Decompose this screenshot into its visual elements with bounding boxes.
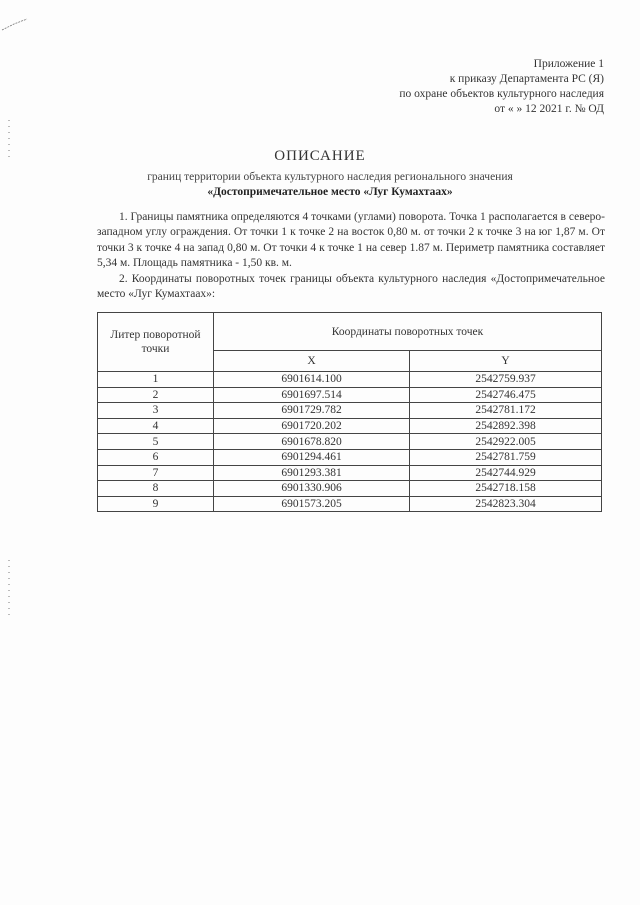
header-y: Y [410, 351, 602, 372]
subtitle-line: границ территории объекта культурного наследия регионального значения [147, 171, 513, 183]
scan-artifact [8, 560, 10, 620]
scan-stroke-mark [0, 18, 30, 32]
point-number-cell: 7 [98, 465, 214, 481]
subtitle-object-name: «Достопримечательное место «Луг Кумахтаах» [207, 186, 453, 198]
x-coordinate-cell: 6901294.461 [214, 449, 410, 465]
table-row [98, 418, 602, 434]
y-coordinate-cell: 2542892.398 [410, 418, 602, 434]
paragraph-text: 1. Границы памятника определяются 4 точками (углами) поворота. Точка 1 располагается в северо-западном углу ограждения. От точки 1 к точке 2 на восток 0,80 м. от точки 2 к точке 3 на юг 1,87 м. От точки 3 к точке 4 на запад 0,80 м. От точки 4 к точке 1 на север 1.87 м. Периметр памятника составляет 5,34 м. Площадь памятника - 1,50 кв. м. [97, 211, 605, 270]
appendix-line: к приказу Департамента РС (Я) [449, 73, 604, 85]
table-row [98, 403, 602, 419]
y-coordinate-cell: 2542759.937 [410, 372, 602, 388]
point-number-cell: 1 [98, 372, 214, 388]
x-coordinate-cell: 6901678.820 [214, 434, 410, 450]
x-coordinate-cell: 6901697.514 [214, 387, 410, 403]
appendix-line: по охране объектов культурного наследия [399, 88, 604, 100]
table-row [98, 434, 602, 450]
y-coordinate-cell: 2542746.475 [410, 387, 602, 403]
paragraph-coordinates-intro [97, 272, 605, 303]
x-coordinate-cell: 6901293.381 [214, 465, 410, 481]
y-coordinate-cell: 2542922.005 [410, 434, 602, 450]
header-coordinates: Координаты поворотных точек [214, 313, 602, 351]
appendix-line: от « » 12 2021 г. № ОД [494, 103, 604, 115]
point-number-cell: 2 [98, 387, 214, 403]
table-row [98, 387, 602, 403]
header-x: X [214, 351, 410, 372]
x-coordinate-cell: 6901729.782 [214, 403, 410, 419]
coordinates-table [97, 312, 602, 512]
point-number-cell: 3 [98, 403, 214, 419]
point-number-cell: 9 [98, 496, 214, 512]
table-row [98, 496, 602, 512]
x-coordinate-cell: 6901720.202 [214, 418, 410, 434]
paragraph-text: 2. Координаты поворотных точек границы объекта культурного наследия «Достопримечательное место «Луг Кумахтаах»: [97, 273, 605, 301]
point-number-cell: 8 [98, 481, 214, 497]
appendix-header [344, 57, 604, 117]
table-row [98, 465, 602, 481]
table-row [98, 372, 602, 388]
paragraph-boundaries [97, 210, 605, 272]
x-coordinate-cell: 6901614.100 [214, 372, 410, 388]
x-coordinate-cell: 6901330.906 [214, 481, 410, 497]
y-coordinate-cell: 2542823.304 [410, 496, 602, 512]
header-point-letter: Литер поворотной точки [98, 313, 214, 372]
point-number-cell: 5 [98, 434, 214, 450]
y-coordinate-cell: 2542744.929 [410, 465, 602, 481]
y-coordinate-cell: 2542781.172 [410, 403, 602, 419]
y-coordinate-cell: 2542781.759 [410, 449, 602, 465]
table-row [98, 481, 602, 497]
table-row [98, 449, 602, 465]
document-title: ОПИСАНИЕ [274, 148, 366, 164]
document-subtitle [60, 170, 600, 200]
point-number-cell: 4 [98, 418, 214, 434]
point-number-cell: 6 [98, 449, 214, 465]
appendix-line: Приложение 1 [533, 58, 604, 70]
x-coordinate-cell: 6901573.205 [214, 496, 410, 512]
y-coordinate-cell: 2542718.158 [410, 481, 602, 497]
